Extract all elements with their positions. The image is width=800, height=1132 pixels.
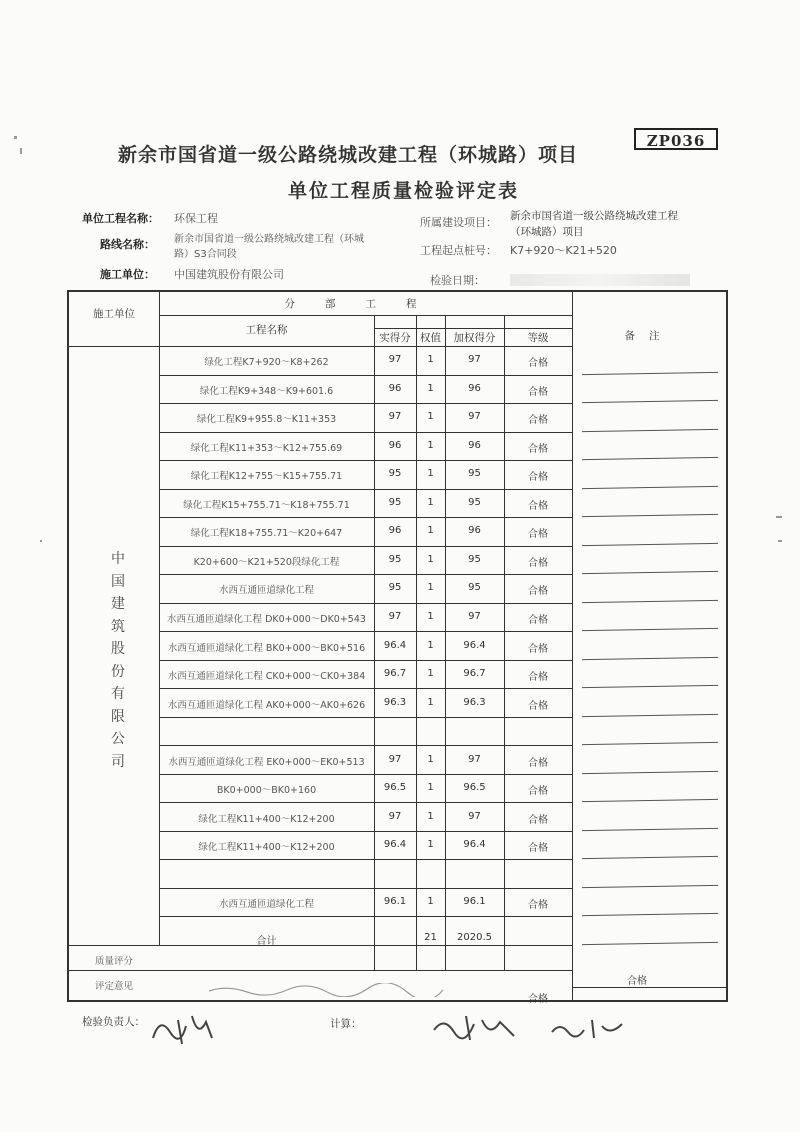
row-grade: 合格 — [528, 358, 548, 369]
total-weight: 21 — [424, 932, 437, 943]
row-score: 96.4 — [383, 839, 407, 850]
row-divider — [159, 831, 572, 832]
row-score: 97 — [388, 811, 402, 822]
contractor-label: 施工单位： — [100, 268, 155, 281]
stake-label: 工程起点桩号： — [420, 244, 497, 257]
remark-divider — [582, 799, 718, 802]
contractor-vertical-char: 股 — [111, 641, 125, 657]
form-code: ZP036 — [634, 128, 718, 150]
row-item-name: 绿化工程K7+920～K8+262 — [204, 357, 329, 368]
row-item-name: 水西互通匝道绿化工程 BK0+000～BK0+516 — [167, 643, 366, 654]
row-weighted-score: 96.4 — [463, 839, 486, 850]
row-divider — [159, 916, 572, 917]
row-item-name: 水西互通匝道绿化工程 DK0+000～DK0+543 — [167, 614, 366, 625]
row-grade: 合格 — [528, 815, 548, 826]
row-weight: 1 — [427, 640, 434, 651]
col-weight-header: 权值 — [420, 332, 441, 344]
row-divider — [159, 489, 572, 490]
row-weighted-score: 96.5 — [463, 782, 486, 793]
col-items-header: 工程名称 — [245, 324, 288, 336]
row-weighted-score: 96 — [468, 383, 481, 394]
reviewer-signature — [430, 1010, 520, 1044]
assessment-label: 评定意见 — [94, 981, 133, 992]
remark-divider — [582, 771, 718, 774]
quality-score-label: 质量评分 — [94, 956, 133, 967]
scan-smudge — [510, 274, 690, 286]
contractor-vertical-char: 国 — [111, 573, 125, 590]
row-score: 95 — [388, 582, 402, 593]
row-score: 96 — [388, 383, 402, 394]
row-weighted-score: 96.7 — [463, 668, 486, 679]
remark-divider — [582, 913, 718, 916]
row-grade: 合格 — [528, 672, 548, 683]
row-weighted-score: 95 — [468, 497, 481, 508]
row-divider — [159, 375, 572, 376]
row-weighted-score: 96 — [468, 525, 481, 536]
row-grade: 合格 — [528, 900, 548, 911]
route-label: 路线名称： — [100, 238, 155, 251]
scan-speck — [40, 540, 42, 542]
row-item-name: 水西互通匝道绿化工程 CK0+000～CK0+384 — [167, 671, 366, 682]
col-score-header: 实得分 — [379, 332, 411, 344]
row-weight: 1 — [427, 839, 434, 850]
remark-divider — [582, 600, 718, 603]
construction-project-value-1: 新余市国省道一级公路绕城改建工程 — [510, 210, 678, 222]
remark-divider — [582, 543, 718, 546]
row-item-name: 水西互通匝道绿化工程 AK0+000～AK0+626 — [167, 700, 366, 711]
row-weight: 1 — [427, 782, 434, 793]
row-item-name: 绿化工程K18+755.71～K20+647 — [190, 528, 343, 539]
construction-project-label: 所属建设项目： — [420, 216, 497, 229]
date-signature — [548, 1012, 628, 1042]
row-item-name: 绿化工程K9+348～K9+601.6 — [199, 386, 334, 397]
contractor-vertical-char: 有 — [111, 686, 125, 702]
row-grade: 合格 — [528, 529, 548, 540]
row-grade: 合格 — [528, 586, 548, 597]
row-score: 97 — [388, 754, 402, 765]
row-weighted-score: 96.4 — [463, 640, 486, 651]
row-divider — [159, 888, 572, 889]
grade-result: 合格 — [528, 994, 548, 1005]
handwritten-assessment-scribble — [207, 982, 447, 996]
row-weighted-score: 97 — [468, 811, 481, 822]
row-grade: 合格 — [528, 415, 548, 426]
row-item-name: 绿化工程K11+353～K12+755.69 — [190, 443, 343, 454]
total-weighted: 2020.5 — [457, 932, 492, 943]
row-score: 96 — [388, 440, 402, 451]
row-score: 97 — [388, 411, 402, 422]
contractor-value: 中国建筑股份有限公司 — [174, 268, 284, 281]
title-line-2: 单位工程质量检验评定表 — [288, 180, 520, 202]
row-divider — [159, 574, 572, 575]
row-score: 96.4 — [383, 640, 407, 651]
row-score: 95 — [388, 468, 402, 479]
row-weight: 1 — [427, 697, 434, 708]
row-score: 95 — [388, 554, 402, 565]
title-line-1: 新余市国省道一级公路绕城改建工程（环城路）项目 — [118, 144, 579, 166]
remark-divider — [582, 571, 718, 574]
row-grade: 合格 — [528, 558, 548, 569]
row-weight: 1 — [427, 811, 434, 822]
row-item-name: 水西互通匝道绿化工程 — [218, 899, 314, 910]
remark-divider — [582, 372, 718, 375]
unit-project-value: 环保工程 — [174, 212, 218, 225]
row-grade: 合格 — [528, 472, 548, 483]
row-weighted-score: 97 — [468, 611, 481, 622]
row-weighted-score: 97 — [468, 411, 481, 422]
calc-label: 计算： — [330, 1018, 362, 1030]
contractor-vertical-name — [104, 548, 132, 773]
route-value-2: 路）S3合同段 — [174, 249, 237, 260]
final-grade: 合格 — [627, 976, 647, 987]
row-weighted-score: 96.1 — [463, 896, 486, 907]
contractor-vertical-char: 司 — [111, 753, 125, 770]
row-weighted-score: 95 — [468, 468, 481, 479]
remark-divider — [582, 714, 718, 717]
row-weight: 1 — [427, 354, 434, 365]
row-divider — [159, 603, 572, 604]
contractor-vertical-char: 限 — [111, 708, 125, 725]
row-grade: 合格 — [528, 387, 548, 398]
contractor-vertical-char: 公 — [111, 731, 125, 747]
row-divider — [159, 802, 572, 803]
contractor-vertical-char: 筑 — [111, 618, 125, 635]
row-weighted-score: 95 — [468, 554, 481, 565]
contractor-vertical-char: 份 — [111, 663, 125, 680]
row-item-name: 绿化工程K9+955.8～K11+353 — [196, 414, 337, 425]
construction-project-value-2: （环城路）项目 — [510, 226, 584, 238]
remark-divider — [582, 429, 718, 432]
row-item-name: 水西互通匝道绿化工程 EK0+000～EK0+513 — [168, 757, 365, 768]
row-weight: 1 — [427, 554, 434, 565]
remark-divider — [582, 657, 718, 660]
remark-divider — [582, 856, 718, 859]
row-score: 96.7 — [383, 668, 407, 679]
row-item-name: 绿化工程K11+400～K12+200 — [198, 814, 335, 825]
row-divider — [159, 517, 572, 518]
row-weight: 1 — [427, 440, 434, 451]
contractor-vertical-char: 建 — [111, 596, 125, 612]
unit-project-label: 单位工程名称： — [82, 212, 159, 225]
row-score: 96.1 — [383, 896, 407, 907]
remark-divider — [582, 742, 718, 745]
remark-divider — [582, 685, 718, 688]
row-weighted-score: 97 — [468, 754, 481, 765]
total-label: 合计 — [256, 936, 277, 947]
row-weight: 1 — [427, 383, 434, 394]
row-grade: 合格 — [528, 758, 548, 769]
row-divider — [159, 774, 572, 775]
remark-divider — [582, 628, 718, 631]
row-divider — [159, 546, 572, 547]
row-weight: 1 — [427, 411, 434, 422]
row-weight: 1 — [427, 497, 434, 508]
inspector-signature — [148, 1008, 218, 1048]
row-weight: 1 — [427, 525, 434, 536]
row-divider — [159, 403, 572, 404]
contractor-vertical-char: 中 — [111, 551, 125, 567]
row-weighted-score: 95 — [468, 582, 481, 593]
remark-divider — [582, 514, 718, 517]
col-grade-header: 等级 — [527, 332, 549, 344]
quality-table — [67, 290, 728, 1005]
row-score: 96.5 — [383, 782, 407, 793]
row-grade: 合格 — [528, 501, 548, 512]
row-divider — [159, 717, 572, 718]
scan-speck — [14, 136, 17, 139]
scan-speck — [20, 148, 22, 154]
row-score: 96.3 — [383, 697, 407, 708]
row-score: 95 — [388, 497, 402, 508]
row-divider — [159, 460, 572, 461]
row-grade: 合格 — [528, 701, 548, 712]
inspector-label: 检验负责人： — [82, 1016, 145, 1028]
row-item-name: 水西互通匝道绿化工程 — [218, 585, 314, 596]
scan-speck — [776, 516, 782, 518]
row-item-name: 绿化工程K11+400～K12+200 — [198, 842, 335, 853]
row-item-name: K20+600～K21+520段绿化工程 — [193, 557, 340, 568]
row-score: 97 — [388, 611, 402, 622]
remark-divider — [582, 885, 718, 888]
row-weight: 1 — [427, 582, 434, 593]
remark-divider — [582, 486, 718, 489]
row-weighted-score: 97 — [468, 354, 481, 365]
remark-divider — [582, 457, 718, 460]
row-weight: 1 — [427, 468, 434, 479]
row-divider — [159, 660, 572, 661]
remark-divider — [582, 942, 718, 945]
row-divider — [159, 745, 572, 746]
row-divider — [159, 859, 572, 860]
row-grade: 合格 — [528, 786, 548, 797]
row-item-name: BK0+000～BK0+160 — [216, 785, 317, 796]
stake-value: K7+920～K21+520 — [510, 244, 617, 257]
inspection-date-label: 检验日期： — [430, 274, 485, 287]
row-grade: 合格 — [528, 644, 548, 655]
row-score: 96 — [388, 525, 402, 536]
col-group-header: 分部工程 — [284, 298, 447, 310]
col-weighted-header: 加权得分 — [453, 332, 496, 344]
row-item-name: 绿化工程K12+755～K15+755.71 — [190, 471, 343, 482]
row-divider — [159, 688, 572, 689]
remark-divider — [582, 828, 718, 831]
row-divider — [159, 631, 572, 632]
remark-divider — [582, 400, 718, 403]
row-weight: 1 — [427, 668, 434, 679]
row-grade: 合格 — [528, 843, 548, 854]
scan-speck — [778, 540, 782, 542]
row-grade: 合格 — [528, 444, 548, 455]
col-remarks-header: 备注 — [624, 330, 674, 342]
row-weight: 1 — [427, 754, 434, 765]
row-divider — [159, 432, 572, 433]
row-grade: 合格 — [528, 615, 548, 626]
route-value-1: 新余市国省道一级公路绕城改建工程（环城 — [174, 234, 364, 245]
row-weighted-score: 96 — [468, 440, 481, 451]
row-weight: 1 — [427, 611, 434, 622]
row-weighted-score: 96.3 — [463, 697, 486, 708]
col-contractor-header: 施工单位 — [93, 308, 135, 320]
row-score: 97 — [388, 354, 402, 365]
row-item-name: 绿化工程K15+755.71～K18+755.71 — [183, 500, 350, 511]
row-weight: 1 — [427, 896, 434, 907]
